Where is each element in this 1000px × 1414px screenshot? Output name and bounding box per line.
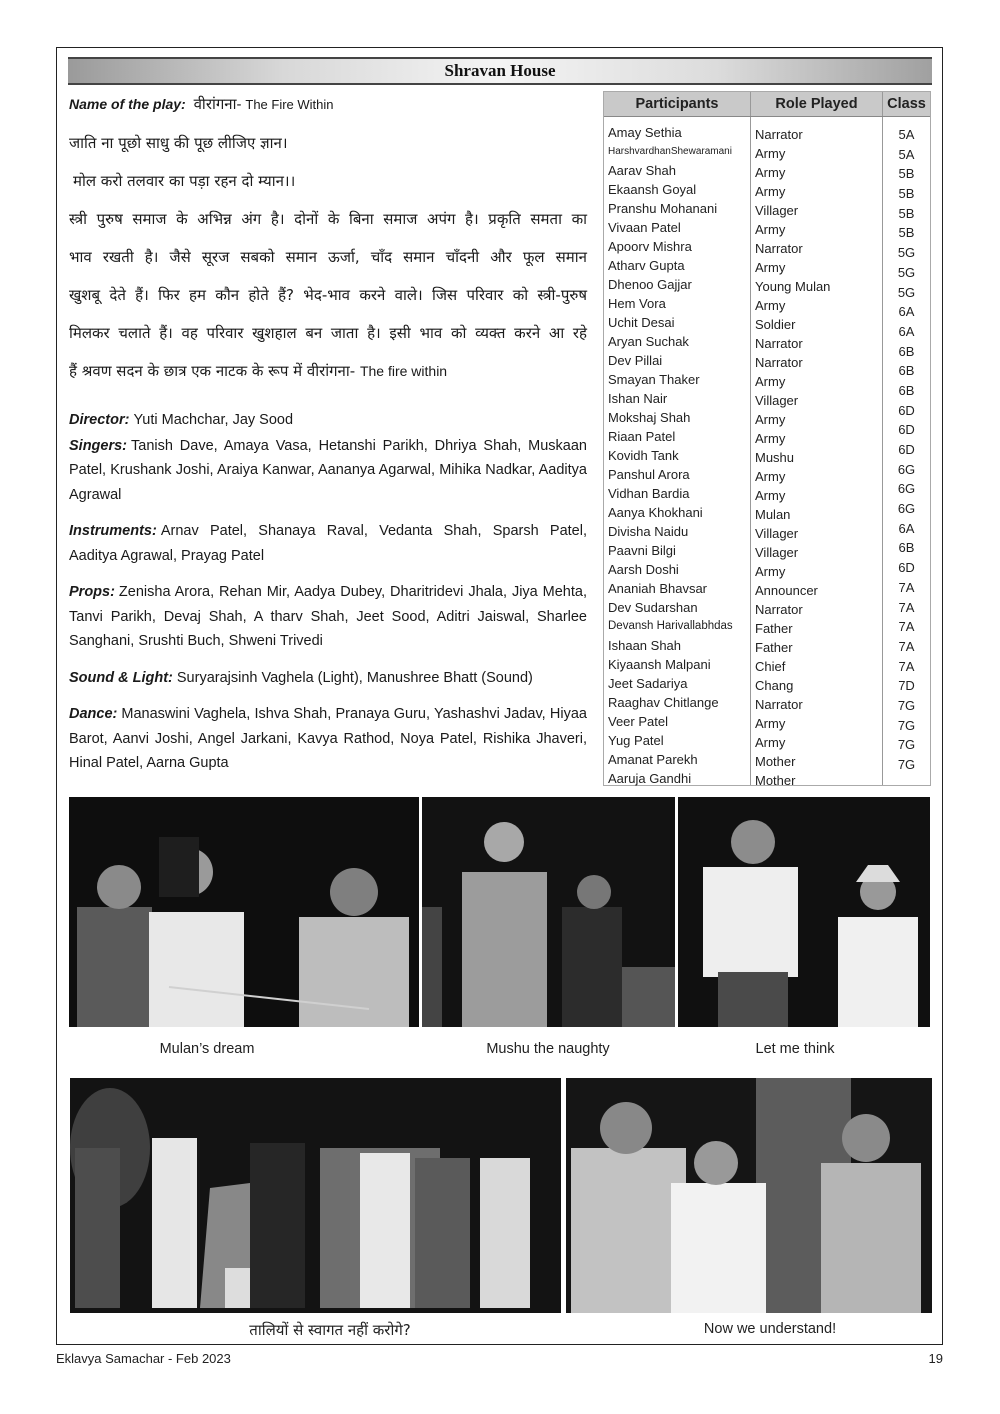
role-cell: Mother [755, 773, 796, 788]
play-name-label: Name of the play: [69, 96, 186, 112]
participant-cell: Aaruja Gandhi [608, 771, 692, 786]
participant-cell: Kovidh Tank [608, 448, 679, 463]
class-cell: 7G [897, 697, 916, 713]
role-cell: Narrator [755, 336, 803, 351]
role-cell: Army [755, 184, 786, 199]
participant-cell: Yug Patel [608, 733, 664, 748]
class-cell: 7D [898, 678, 915, 694]
role-cell: Narrator [755, 697, 803, 712]
stage-photo-image [69, 797, 419, 1027]
play-name-english: The Fire Within [245, 97, 334, 112]
class-cell: 5B [898, 186, 915, 202]
class-cell: 5A [898, 146, 915, 162]
class-cell: 5G [897, 245, 916, 261]
credit-singers [69, 434, 587, 508]
credits-section [69, 408, 587, 788]
participant-cell: Amanat Parekh [608, 752, 698, 767]
photo-let-me-think [678, 797, 930, 1027]
play-intro [69, 94, 587, 390]
class-cell: 6A [898, 323, 915, 339]
class-cell: 6B [898, 363, 915, 379]
role-cell: Army [755, 469, 786, 484]
caption-stage-group: तालियों से स्वागत नहीं करोगे? [249, 1321, 411, 1339]
role-cell: Army [755, 431, 786, 446]
stage-photo-image [422, 797, 675, 1027]
paragraph-line-last [69, 352, 587, 390]
role-cell: Father [755, 640, 793, 655]
class-cell: 7A [898, 619, 915, 635]
class-cell: 6G [897, 481, 916, 497]
class-cell: 6D [898, 560, 915, 576]
table-header-row [604, 92, 930, 117]
play-name-hindi: वीरांगना- [193, 96, 242, 113]
role-cell: Army [755, 716, 786, 731]
intro-paragraph [69, 200, 587, 390]
role-cell: Army [755, 735, 786, 750]
role-cell: Army [755, 260, 786, 275]
role-cell: Mother [755, 754, 796, 769]
couplet-line: जाति ना पूछो साधु की पूछ लीजिए ज्ञान। [69, 134, 288, 152]
class-cell: 6D [898, 402, 915, 418]
photo-now-we-understand [566, 1078, 932, 1313]
role-cell: Army [755, 374, 786, 389]
role-cell: Villager [755, 393, 799, 408]
photo-mushu [422, 797, 675, 1027]
participant-cell: Mokshaj Shah [608, 410, 691, 425]
class-cell: 6G [897, 501, 916, 517]
header-class: Class [887, 96, 926, 112]
role-cell: Villager [755, 545, 799, 560]
participant-cell: Divisha Naidu [608, 524, 689, 539]
credit-label: Props: [69, 584, 115, 600]
credit-instruments [69, 519, 587, 568]
house-title-bar [68, 57, 932, 85]
participant-cell: Pranshu Mohanani [608, 201, 718, 216]
role-cell: Army [755, 564, 786, 579]
class-cell: 5G [897, 284, 916, 300]
participant-cell: HarshvardhanShewaramani [608, 146, 732, 157]
role-cell: Army [755, 165, 786, 180]
participant-cell: Ishan Nair [608, 391, 668, 406]
class-cell: 5B [898, 205, 915, 221]
participant-cell: Vidhan Bardia [608, 486, 690, 501]
role-cell: Mulan [755, 507, 791, 522]
caption-let-me-think: Let me think [755, 1041, 835, 1057]
participant-cell: Amay Sethia [608, 125, 682, 140]
class-cell: 7A [898, 638, 915, 654]
roles-column [751, 117, 883, 788]
paragraph-line: मिलकर चलाते हैं। वह परिवार खुशहाल बन जाता है। इसी भाव को व्यक्त करने आ रहे [69, 324, 587, 342]
participant-cell: Atharv Gupta [608, 258, 685, 273]
role-cell: Narrator [755, 241, 803, 256]
stage-photo-image [566, 1078, 932, 1313]
paragraph-english-tail: The fire within [359, 363, 448, 379]
house-title: Shravan House [444, 61, 556, 80]
participant-cell: Aanya Khokhani [608, 505, 703, 520]
participant-cell: Hem Vora [608, 296, 666, 311]
class-cell: 5G [897, 264, 916, 280]
couplet [69, 124, 587, 200]
role-cell: Army [755, 298, 786, 313]
role-cell: Father [755, 621, 793, 636]
credit-label: Singers: [69, 437, 128, 454]
credit-props [69, 580, 587, 654]
credit-names: Tanish Dave, Amaya Vasa, Hetanshi Parikh, Dhriya Shah, Muskaan Patel, Krushank Joshi, Araiya Kanwar, Aananya Agarwal, Mihika Nadkar, Aaditya Agrawal [69, 437, 587, 503]
role-cell: Villager [755, 526, 799, 541]
paragraph-line: भाव रखती है। जैसे सूरज सबको समान ऊर्जा, चाँद समान चाँदनी और फूल समान [69, 248, 587, 266]
participant-cell: Devansh Harivallabhdas [608, 620, 733, 632]
play-name [69, 94, 587, 114]
participant-cell: Veer Patel [608, 714, 668, 729]
footer-publication: Eklavya Samachar - Feb 2023 [56, 1351, 231, 1366]
participant-cell: Aryan Suchak [608, 334, 689, 349]
credit-label: Director: [69, 412, 130, 428]
class-cell: 6D [898, 442, 915, 457]
class-cell: 7G [897, 737, 916, 753]
participant-cell: Jeet Sadariya [608, 676, 688, 691]
class-cell: 7G [897, 717, 916, 733]
credit-sound-light [69, 666, 587, 691]
credit-names: Yuti Machchar, Jay Sood [133, 412, 294, 428]
table-body [604, 117, 930, 788]
credit-director [69, 408, 587, 433]
participant-cell: Apoorv Mishra [608, 239, 692, 254]
paragraph-line-hindi: हैं श्रवण सदन के छात्र एक नाटक के रूप में वीरांगना- [69, 362, 356, 380]
credit-dance [69, 702, 587, 776]
class-cell: 6A [898, 304, 915, 320]
class-cell: 5A [898, 127, 915, 142]
credit-label: Sound & Light: [69, 669, 173, 686]
credit-label: Dance: [69, 706, 118, 722]
paragraph-line: स्त्री पुरुष समाज के अभिन्न अंग है। दोनों के बिना समाज अपंग है। प्रकृति समता का [69, 210, 587, 228]
header-role-played: Role Played [751, 92, 883, 116]
participant-cell: Vivaan Patel [608, 220, 681, 235]
cast-table [603, 91, 931, 786]
credit-names: Manaswini Vaghela, Ishva Shah, Pranaya Guru, Yashashvi Jadav, Hiyaa Barot, Aanvi Joshi, Angel Jarkani, Kavya Rathod, Noya Patel, Rishika Jhaveri, Hinal Patel, Aarna Gupta [69, 706, 587, 771]
credit-names: Arnav Patel, Shanaya Raval, Vedanta Shah, Sparsh Patel, Aaditya Agrawal, Prayag Patel [69, 523, 587, 564]
footer-page-number: 19 [928, 1351, 943, 1366]
role-cell: Villager [755, 203, 799, 218]
participant-cell: Aarsh Doshi [608, 562, 679, 577]
role-cell: Announcer [755, 583, 818, 598]
role-cell: Army [755, 222, 786, 237]
paragraph-line: खुशबू देते हैं। फिर हम कौन होते हैं? भेद-भाव करने वाले। जिस परिवार को स्त्री-पुरुष [69, 286, 587, 304]
participant-cell: Dev Sudarshan [608, 600, 698, 615]
role-cell: Army [755, 146, 786, 161]
class-cell: 6B [898, 540, 915, 556]
participant-cell: Ekaansh Goyal [608, 182, 697, 197]
role-cell: Army [755, 412, 786, 427]
participant-cell: Ishaan Shah [608, 638, 682, 653]
role-cell: Narrator [755, 355, 803, 370]
role-cell: Young Mulan [755, 279, 831, 294]
class-cell: 6B [898, 343, 915, 359]
class-cell: 7A [898, 658, 915, 674]
role-cell: Narrator [755, 602, 803, 617]
participant-cell: Dev Pillai [608, 353, 663, 368]
stage-photo-image [70, 1078, 561, 1313]
participant-cell: Ananiah Bhavsar [608, 581, 708, 596]
participant-cell: Paavni Bilgi [608, 543, 676, 558]
class-cell: 5B [898, 166, 915, 182]
class-cell: 6A [898, 520, 915, 536]
class-cell: 6D [898, 422, 915, 438]
participants-column [604, 117, 751, 785]
stage-photo-image [678, 797, 930, 1027]
credit-names: Zenisha Arora, Rehan Mir, Aadya Dubey, Dharitridevi Jhala, Jiya Mehta, Tanvi Parikh, Devaj Shah, A tharv Shah, Jeet Sood, Aditri Jaiswal, Sharlee Sanghani, Srushti Buch, Shweni Trivedi [69, 584, 587, 649]
participant-cell: Aarav Shah [608, 163, 676, 178]
class-cell: 7A [898, 599, 915, 615]
role-cell: Chang [755, 678, 794, 693]
role-cell: Mushu [755, 450, 795, 465]
participant-cell: Kiyaansh Malpani [608, 657, 711, 672]
caption-mulans-dream: Mulan’s dream [159, 1041, 255, 1057]
caption-now-we-understand: Now we understand! [703, 1321, 837, 1337]
participant-cell: Uchit Desai [608, 315, 675, 330]
participant-cell: Raaghav Chitlange [608, 695, 719, 710]
role-cell: Chief [755, 659, 786, 674]
participant-cell: Panshul Arora [608, 467, 690, 482]
role-cell: Army [755, 488, 786, 503]
class-column [883, 117, 930, 785]
role-cell: Narrator [755, 127, 803, 142]
participant-cell: Riaan Patel [608, 429, 676, 444]
header-participants: Participants [604, 92, 751, 116]
couplet-line: मोल करो तलवार का पड़ा रहन दो म्यान।। [73, 172, 296, 190]
class-cell: 7G [897, 757, 916, 772]
participant-cell: Dhenoo Gajjar [608, 277, 692, 292]
credit-names: Suryarajsinh Vaghela (Light), Manushree Bhatt (Sound) [176, 669, 533, 686]
class-cell: 7A [898, 579, 915, 595]
class-cell: 5B [898, 225, 915, 241]
role-cell: Soldier [755, 317, 796, 332]
credit-label: Instruments: [69, 523, 157, 539]
photo-stage-group [70, 1078, 561, 1313]
class-cell: 6B [898, 382, 915, 398]
photo-mulans-dream [69, 797, 419, 1027]
participant-cell: Smayan Thaker [608, 372, 700, 387]
caption-mushu: Mushu the naughty [486, 1041, 610, 1057]
class-cell: 6G [897, 461, 916, 477]
